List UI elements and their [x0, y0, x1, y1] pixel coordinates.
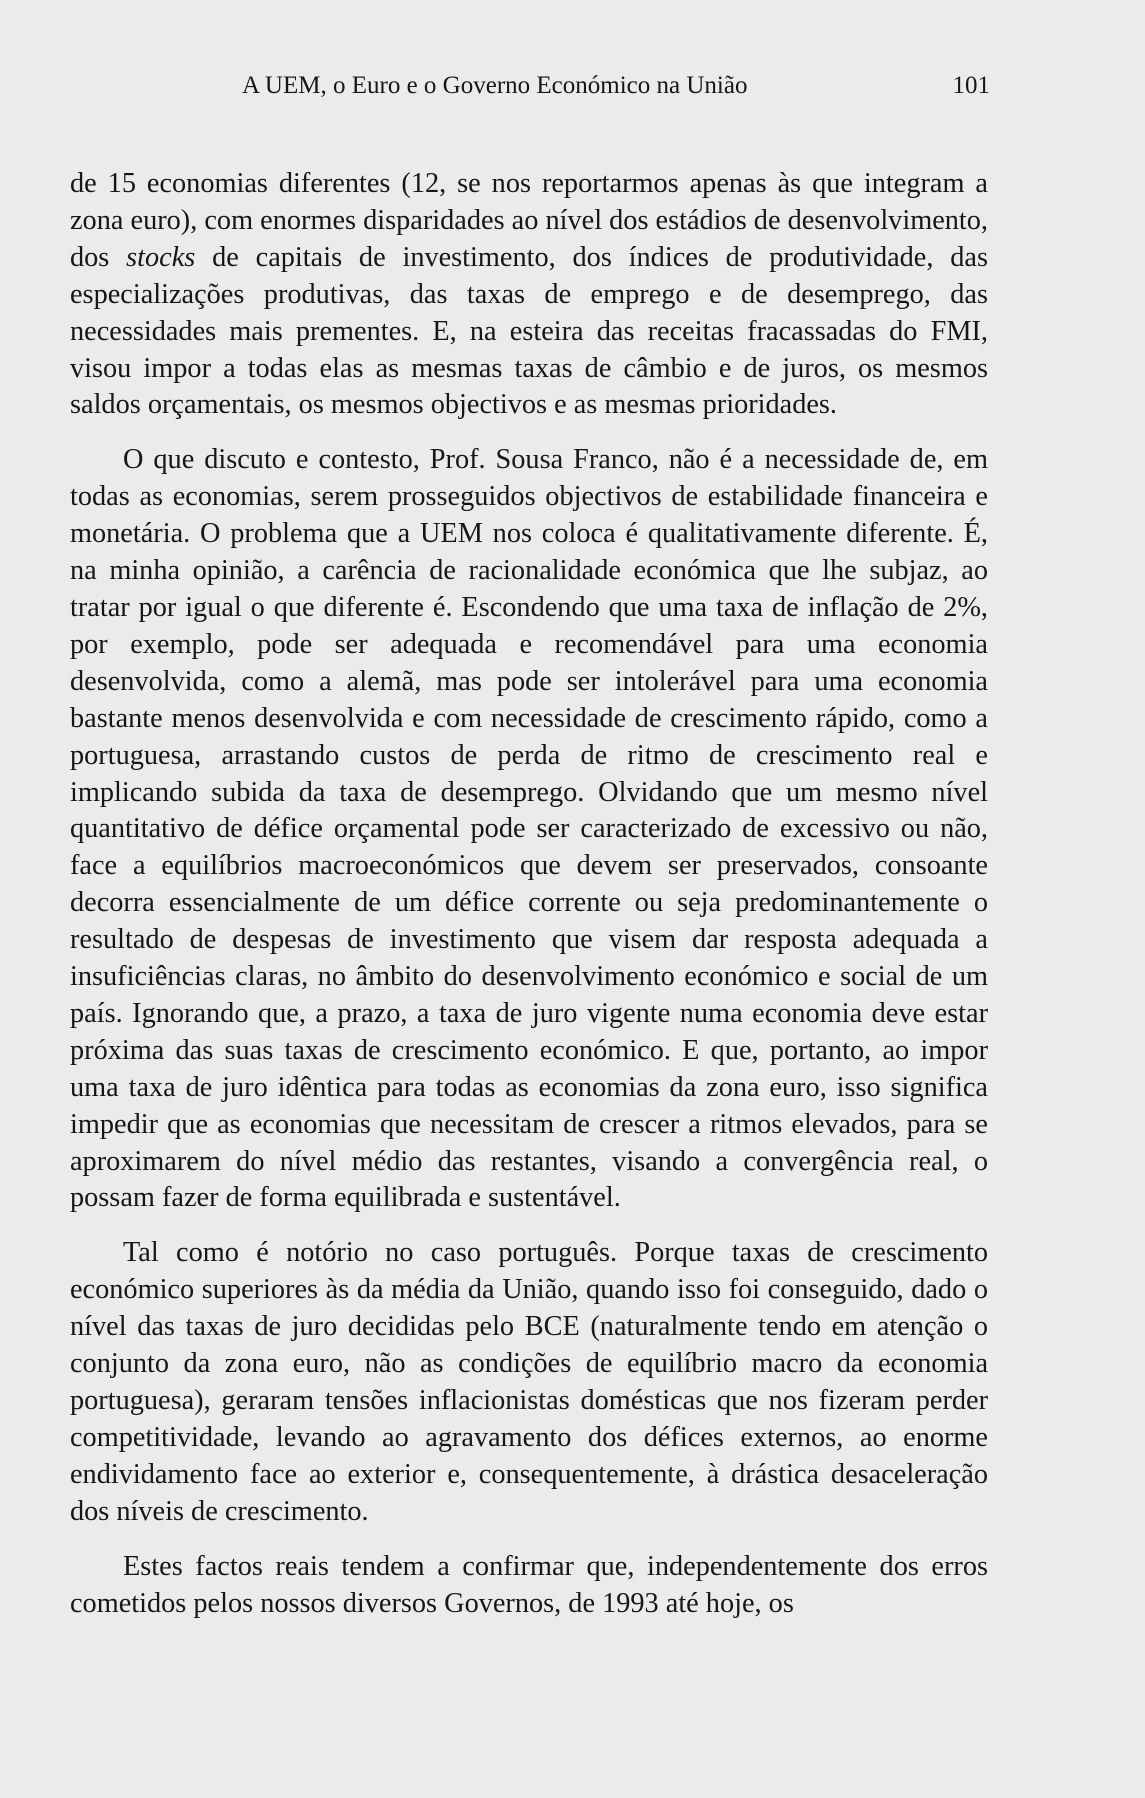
page-number: 101	[952, 72, 990, 99]
paragraph-2: O que discuto e contesto, Prof. Sousa Franco, não é a necessidade de, em todas as economias, serem prosseguidos objectivos de estabilidade financeira e monetária. O problema que a UEM nos coloca é qualitativamente diferente. É, na minha opinião, a carência de racionalidade económica que lhe subjaz, ao tratar por igual o que diferente é. Escondendo que uma taxa de inflação de 2%, por exemplo, pode ser adequada e recomendável para uma economia desenvolvida, como a alemã, mas pode ser intolerável para uma economia bastante menos desenvolvida e com necessidade de crescimento rápido, como a portuguesa, arrastando custos de perda de ritmo de crescimento real e implicando subida da taxa de desemprego. Olvidando que um mesmo nível quantitativo de défice orçamental pode ser caracterizado de excessivo ou não, face a equilíbrios macroeconómicos que devem ser preservados, consoante decorra essencialmente de um défice corrente ou seja predominantemente o resultado de despesas de investimento que visem dar resposta adequada a insuficiências claras, no âmbito do desenvolvimento económico e social de um país. Ignorando que, a prazo, a taxa de juro vigente numa economia deve estar próxima das suas taxas de crescimento económico. E que, portanto, ao impor uma taxa de juro idêntica para todas as economias da zona euro, isso significa impedir que as economias que necessitam de crescer a ritmos elevados, para se aproximarem do nível médio das restantes, visando a convergência real, o possam fazer de forma equilibrada e sustentável.	[70, 444, 988, 1214]
paragraph-1	[70, 166, 988, 424]
running-title: A UEM, o Euro e o Governo Económico na União	[242, 72, 748, 99]
running-header	[70, 66, 990, 106]
italic-term-stocks: stocks	[126, 241, 196, 273]
paragraph-1-text-end: de capitais de investimento, dos índices de produtividade, das especializações produtivas, das taxas de emprego e de desemprego, das necessidades mais prementes. E, na esteira das receitas fracassadas do FMI, visou impor a todas elas as mesmas taxas de câmbio e de juros, os mesmos saldos orçamentais, os mesmos objectivos e as mesmas prioridades.	[70, 241, 988, 421]
body-text	[70, 166, 988, 1622]
paragraph-1-text-start: de 15 economias diferentes (12, se nos reportarmos apenas às que integram a zona euro), com enormes disparidades ao nível dos estádios de desenvolvimento, dos	[70, 168, 988, 273]
paragraph-3: Tal como é notório no caso português. Porque taxas de crescimento económico superiores às da média da União, quando isso foi conseguido, dado o nível das taxas de juro decididas pelo BCE (naturalmente tendo em atenção o conjunto da zona euro, não as condições de equilíbrio macro da economia portuguesa), geraram tensões inflacionistas domésticas que nos fizeram perder competitividade, levando ao agravamento dos défices externos, ao enorme endividamento face ao exterior e, consequentemente, à drástica desaceleração dos níveis de crescimento.	[70, 1237, 988, 1527]
paragraph-4: Estes factos reais tendem a confirmar que, independentemente dos erros cometidos pelos nossos diversos Governos, de 1993 até hoje, os	[70, 1550, 988, 1619]
